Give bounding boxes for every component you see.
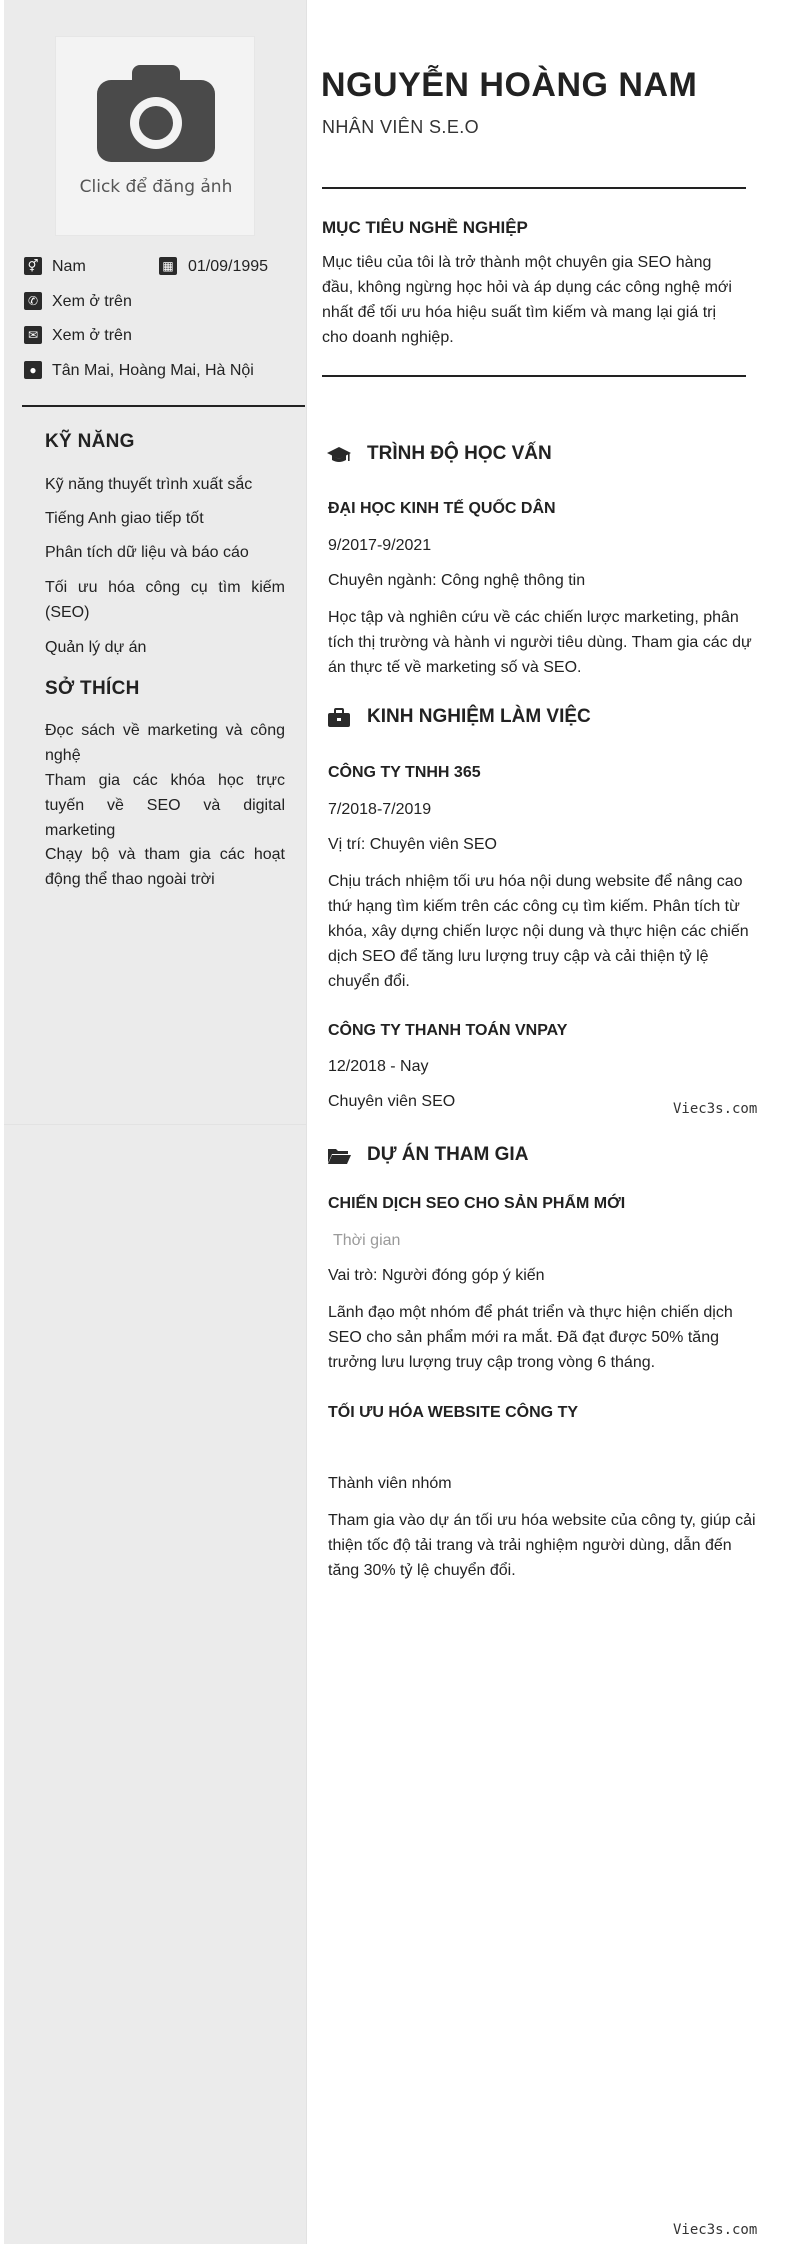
- graduation-cap-icon: [327, 445, 351, 465]
- project-role: Vai trò: Người đóng góp ý kiến: [328, 1267, 545, 1284]
- gender-icon: ⚥: [24, 257, 42, 275]
- job-description: Chịu trách nhiệm tối ưu hóa nội dung website để nâng cao thứ hạng tìm kiếm trên các công cụ tìm kiếm. Phân tích từ khóa, xây dựng chiến lược nội dung và thực hiện các chiến dịch SEO để tăng lưu lượng truy cập và cải thiện tỷ lệ chuyển đổi.: [328, 873, 749, 990]
- skill-item: Kỹ năng thuyết trình xuất sắc: [45, 476, 253, 493]
- project-role: Thành viên nhóm: [328, 1475, 452, 1492]
- company-name: CÔNG TY TNHH 365: [328, 764, 481, 781]
- project-time-field[interactable]: Thời gian: [333, 1232, 401, 1249]
- briefcase-icon: [327, 708, 351, 728]
- education-period: 9/2017-9/2021: [328, 537, 432, 554]
- project-name: TỐI ƯU HÓA WEBSITE CÔNG TY: [328, 1404, 579, 1421]
- phone-icon: ✆: [24, 292, 42, 310]
- skill-item: Tối ưu hóa công cụ tìm kiếm (SEO): [45, 579, 285, 621]
- job-period: 12/2018 - Nay: [328, 1058, 429, 1075]
- project-description: Lãnh đạo một nhóm để phát triển và thực hiện chiến dịch SEO cho sản phẩm mới ra mắt. Đã đạt được 50% tăng trưởng lưu lượng truy cập trong vòng 6 tháng.: [328, 1304, 733, 1371]
- project-description: Tham gia vào dự án tối ưu hóa website của công ty, giúp cải thiện tốc độ tải trang và trải nghiệm người dùng, dẫn đến tăng 30% tỷ lệ chuyển đổi.: [328, 1512, 756, 1579]
- education-description: Học tập và nghiên cứu về các chiến lược marketing, phân tích thị trường và hành vi người tiêu dùng. Tham gia các dự án thực tế về marketing số và SEO.: [328, 609, 752, 676]
- candidate-role: NHÂN VIÊN S.E.O: [322, 117, 480, 137]
- job-position: Chuyên viên SEO: [328, 1093, 456, 1110]
- sidebar: [4, 0, 307, 2244]
- email-text: Xem ở trên: [52, 327, 132, 344]
- skills-heading: KỸ NĂNG: [45, 431, 135, 452]
- email-icon: ✉: [24, 326, 42, 344]
- birthdate-text: 01/09/1995: [188, 258, 269, 275]
- company-name: CÔNG TY THANH TOÁN VNPAY: [328, 1022, 568, 1039]
- objective-divider: [322, 375, 746, 377]
- page-seam: [4, 1124, 306, 1125]
- watermark: Viec3s.com: [673, 2222, 758, 2238]
- phone-text: Xem ở trên: [52, 293, 132, 310]
- job-position: Vị trí: Chuyên viên SEO: [328, 836, 497, 853]
- objective-text: Mục tiêu của tôi là trở thành một chuyên gia SEO hàng đầu, không ngừng học hỏi và áp dụng các công nghệ mới nhất để tối ưu hóa hiệu suất tìm kiếm và mang lại giá trị cho doanh nghiệp.: [322, 254, 732, 346]
- hobby-item: Chạy bộ và tham gia các hoạt động thể thao ngoài trời: [45, 846, 285, 888]
- gender-text: Nam: [52, 258, 86, 275]
- hobbies-heading: SỞ THÍCH: [45, 678, 140, 699]
- job-period: 7/2018-7/2019: [328, 801, 432, 818]
- hobby-item: Tham gia các khóa học trực tuyến về SEO và digital marketing: [45, 772, 285, 839]
- education-major: Chuyên ngành: Công nghệ thông tin: [328, 572, 586, 589]
- header-divider: [322, 187, 746, 189]
- skill-item: Quản lý dự án: [45, 639, 147, 656]
- project-name: CHIẾN DỊCH SEO CHO SẢN PHẨM MỚI: [328, 1195, 626, 1212]
- photo-caption: Click để đăng ảnh: [79, 177, 233, 197]
- location-icon: ●: [24, 361, 42, 379]
- skill-item: Tiếng Anh giao tiếp tốt: [45, 510, 204, 527]
- skill-item: Phân tích dữ liệu và báo cáo: [45, 544, 249, 561]
- watermark: Viec3s.com: [673, 1101, 758, 1117]
- objective-heading: MỤC TIÊU NGHỀ NGHIỆP: [322, 218, 528, 237]
- photo-upload[interactable]: [55, 36, 255, 236]
- folder-icon: [327, 1146, 351, 1166]
- address-text: Tân Mai, Hoàng Mai, Hà Nội: [52, 362, 254, 379]
- sidebar-divider: [22, 405, 305, 407]
- candidate-name: NGUYỄN HOÀNG NAM: [321, 66, 698, 104]
- hobby-item: Đọc sách về marketing và công nghệ: [45, 722, 285, 764]
- calendar-icon: ▦: [159, 257, 177, 275]
- school-name: ĐẠI HỌC KINH TẾ QUỐC DÂN: [328, 500, 556, 517]
